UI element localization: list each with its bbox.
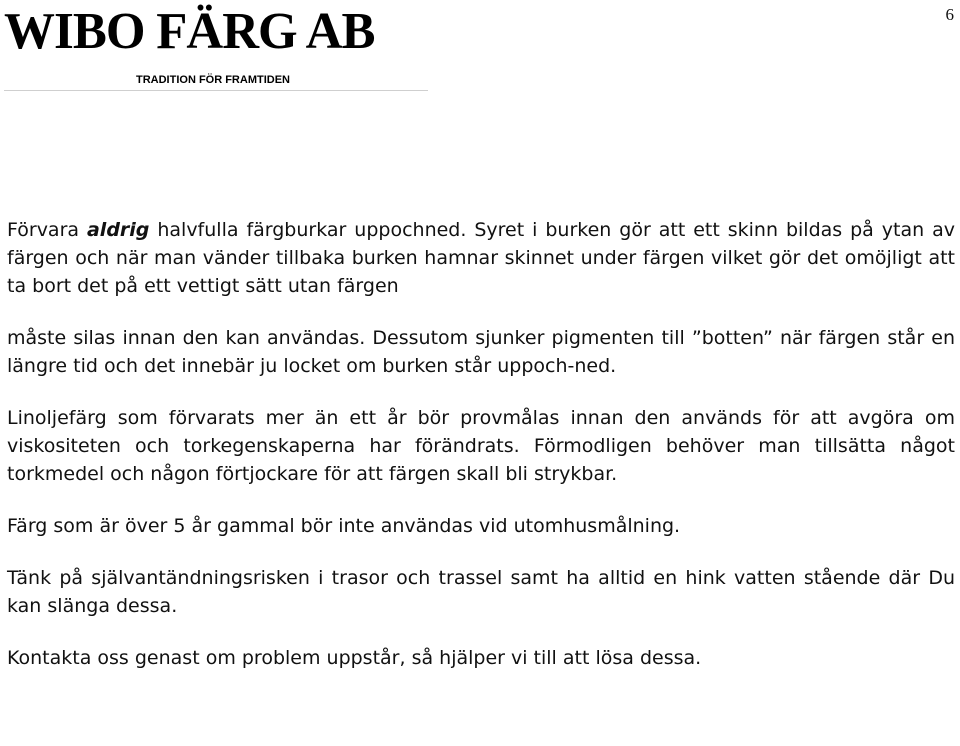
paragraph-text: Förvara [7, 219, 87, 241]
paragraph-contact: Kontakta oss genast om problem uppstår, så hjälper vi till att lösa dessa. [7, 647, 702, 669]
emphasis-text: aldrig [86, 219, 150, 241]
document-body [7, 216, 955, 672]
paragraph-self-ignition: Tänk på självantändningsrisken i trasor och trassel samt ha alltid en hink vatten stående där Du kan slänga dessa. [7, 567, 955, 617]
page-number: 6 [945, 5, 954, 24]
logo-divider [4, 90, 428, 91]
logo-title: WIBO FÄRG AB [4, 3, 375, 60]
paragraph-straining: måste silas innan den kan användas. Dessutom sjunker pigmenten till ”botten” när färgen står en längre tid och det innebär ju locket om burken står uppoch-ned. [7, 327, 955, 377]
paragraph-text: halvfulla färgburkar uppochned. Syret i burken gör att ett skinn bildas på ytan av färgen och när man vänder tillbaka burken hamnar skinnet under färgen vilket gör det omöjligt att ta bort det på ett vettigt sätt utan färgen [7, 219, 955, 297]
company-logo [4, 3, 430, 90]
paragraph-age-limit: Färg som är över 5 år gammal bör inte användas vid utomhusmålning. [7, 515, 681, 537]
logo-tagline: TRADITION FÖR FRAMTIDEN [136, 74, 290, 86]
paragraph-storage [7, 216, 955, 300]
paragraph-linseed-paint: Linoljefärg som förvarats mer än ett år bör provmålas innan den används för att avgöra om viskositeten och torkegenskaperna har förändrats. Förmodligen behöver man tillsätta något torkmedel och någon förtjockare för att färgen skall bli strykbar. [7, 407, 955, 485]
